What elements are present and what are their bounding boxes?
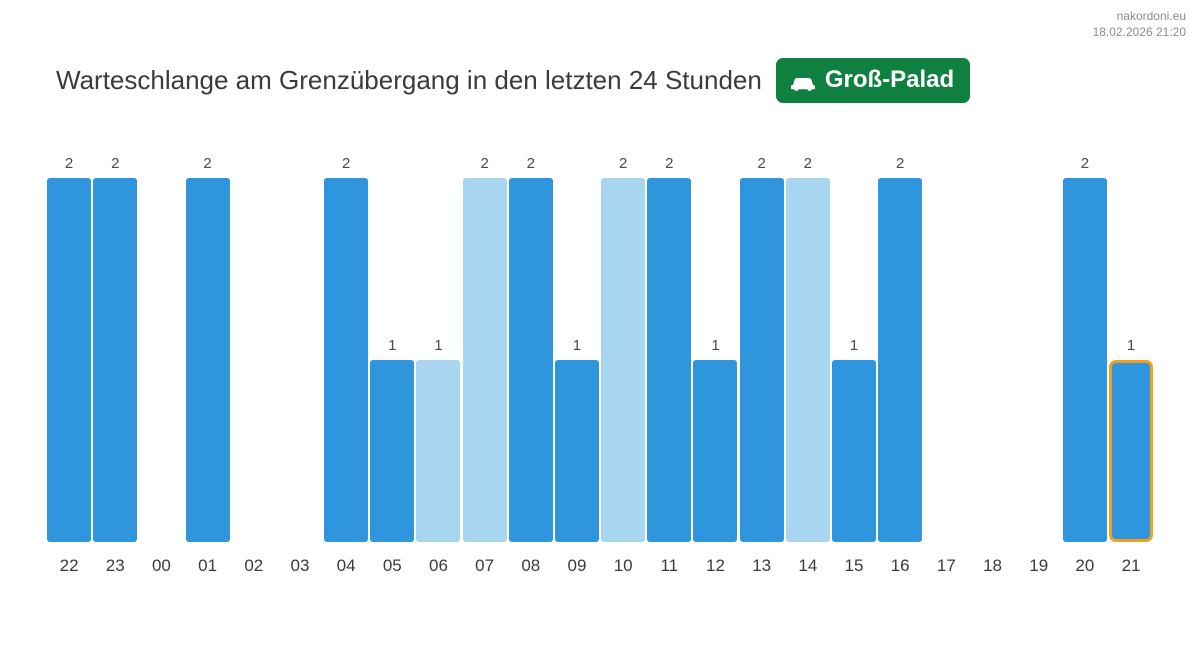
bar-slot [92, 132, 138, 542]
axis-tick-label: 09 [567, 556, 587, 575]
bar-slot [969, 132, 1015, 542]
axis-tick-label: 01 [198, 556, 218, 575]
bar[interactable] [509, 178, 553, 542]
bar-slot [831, 132, 877, 542]
bar-slot [369, 132, 415, 542]
bar-slot [277, 132, 323, 542]
bar-slot [739, 132, 785, 542]
axis-tick-label: 05 [382, 556, 402, 575]
bar[interactable] [786, 178, 830, 542]
bar[interactable] [47, 178, 91, 542]
bar-slot [323, 132, 369, 542]
bar-value-label: 1 [711, 337, 720, 354]
bar[interactable] [647, 178, 691, 542]
axis-tick-label: 03 [290, 556, 310, 575]
bar[interactable] [463, 178, 507, 542]
bar-value-label: 2 [618, 155, 628, 172]
bar-slot [923, 132, 969, 542]
bar-value-label: 2 [896, 155, 905, 172]
bar-slot [138, 132, 184, 542]
bar[interactable] [832, 360, 876, 542]
axis-tick-label: 04 [336, 556, 356, 575]
bar-value-label: 2 [665, 155, 674, 172]
bar-value-label: 2 [203, 155, 212, 172]
bar[interactable] [370, 360, 414, 542]
watermark [1093, 8, 1186, 40]
bar-slot [554, 132, 600, 542]
bar[interactable] [416, 360, 460, 542]
chart-header [56, 58, 1144, 103]
page-title: Warteschlange am Grenzübergang in den letzten 24 Stunden [56, 65, 762, 95]
car-icon [790, 71, 816, 89]
bar-slot [1062, 132, 1108, 542]
bar[interactable] [1109, 360, 1153, 542]
axis-tick-label: 08 [521, 556, 541, 575]
axis-tick-label: 17 [936, 556, 956, 575]
axis-tick-label: 23 [105, 556, 125, 575]
bar-slot [785, 132, 831, 542]
axis-tick-label: 02 [244, 556, 264, 575]
bar-chart [46, 132, 1154, 542]
bar-value-label: 2 [341, 155, 351, 172]
bar[interactable] [186, 178, 230, 542]
bar-slot [508, 132, 554, 542]
axis-tick-label: 13 [752, 556, 772, 575]
bar[interactable] [93, 178, 137, 542]
axis-tick-label: 21 [1121, 556, 1141, 575]
bar-value-label: 1 [388, 337, 397, 354]
bar-value-label: 2 [64, 155, 74, 172]
bar-value-label: 2 [480, 155, 489, 172]
bar[interactable] [1063, 178, 1107, 542]
watermark-timestamp: 18.02.2026 21:20 [1092, 25, 1186, 39]
axis-tick-label: 20 [1075, 556, 1095, 575]
bar-series [46, 132, 1154, 542]
bar-slot [462, 132, 508, 542]
badge-label: Groß-Palad [824, 66, 955, 93]
axis-tick-label: 12 [706, 556, 725, 575]
bar-slot [231, 132, 277, 542]
bar-slot [1108, 132, 1154, 542]
bar-value-label: 2 [757, 155, 766, 172]
axis-tick-label: 18 [983, 556, 1002, 575]
bar-value-label: 2 [526, 155, 535, 172]
axis-tick-label: 10 [613, 556, 633, 575]
bar-value-label: 1 [572, 337, 582, 354]
bar[interactable] [555, 360, 599, 542]
axis-tick-label: 22 [59, 556, 79, 575]
axis-tick-label: 07 [475, 556, 495, 575]
bar-slot [600, 132, 646, 542]
bar[interactable] [740, 178, 784, 542]
bar-value-label: 2 [803, 155, 812, 172]
bar-slot [1016, 132, 1062, 542]
axis-tick-label: 15 [844, 556, 864, 575]
bar-slot [185, 132, 231, 542]
bar-value-label: 1 [434, 337, 443, 354]
bar-value-label: 1 [1126, 337, 1136, 354]
bar-value-label: 2 [111, 155, 120, 172]
x-axis [46, 556, 1154, 576]
bar-slot [877, 132, 923, 542]
watermark-site: nakordoni.eu [1116, 9, 1186, 23]
bar-value-label: 1 [849, 337, 859, 354]
axis-tick-label: 14 [798, 556, 818, 575]
bar-slot [46, 132, 92, 542]
axis-tick-label: 11 [660, 556, 679, 575]
axis-tick-label: 06 [429, 556, 448, 575]
bar-slot [692, 132, 738, 542]
bar-slot [415, 132, 461, 542]
axis-tick-label: 16 [890, 556, 910, 575]
bar[interactable] [324, 178, 368, 542]
crossing-badge [776, 58, 970, 103]
bar[interactable] [601, 178, 645, 542]
bar[interactable] [693, 360, 737, 542]
bar-slot [646, 132, 692, 542]
axis-tick-label: 19 [1029, 556, 1049, 575]
axis-tick-label: 00 [151, 556, 171, 575]
bar-value-label: 2 [1080, 155, 1090, 172]
bar[interactable] [878, 178, 922, 542]
